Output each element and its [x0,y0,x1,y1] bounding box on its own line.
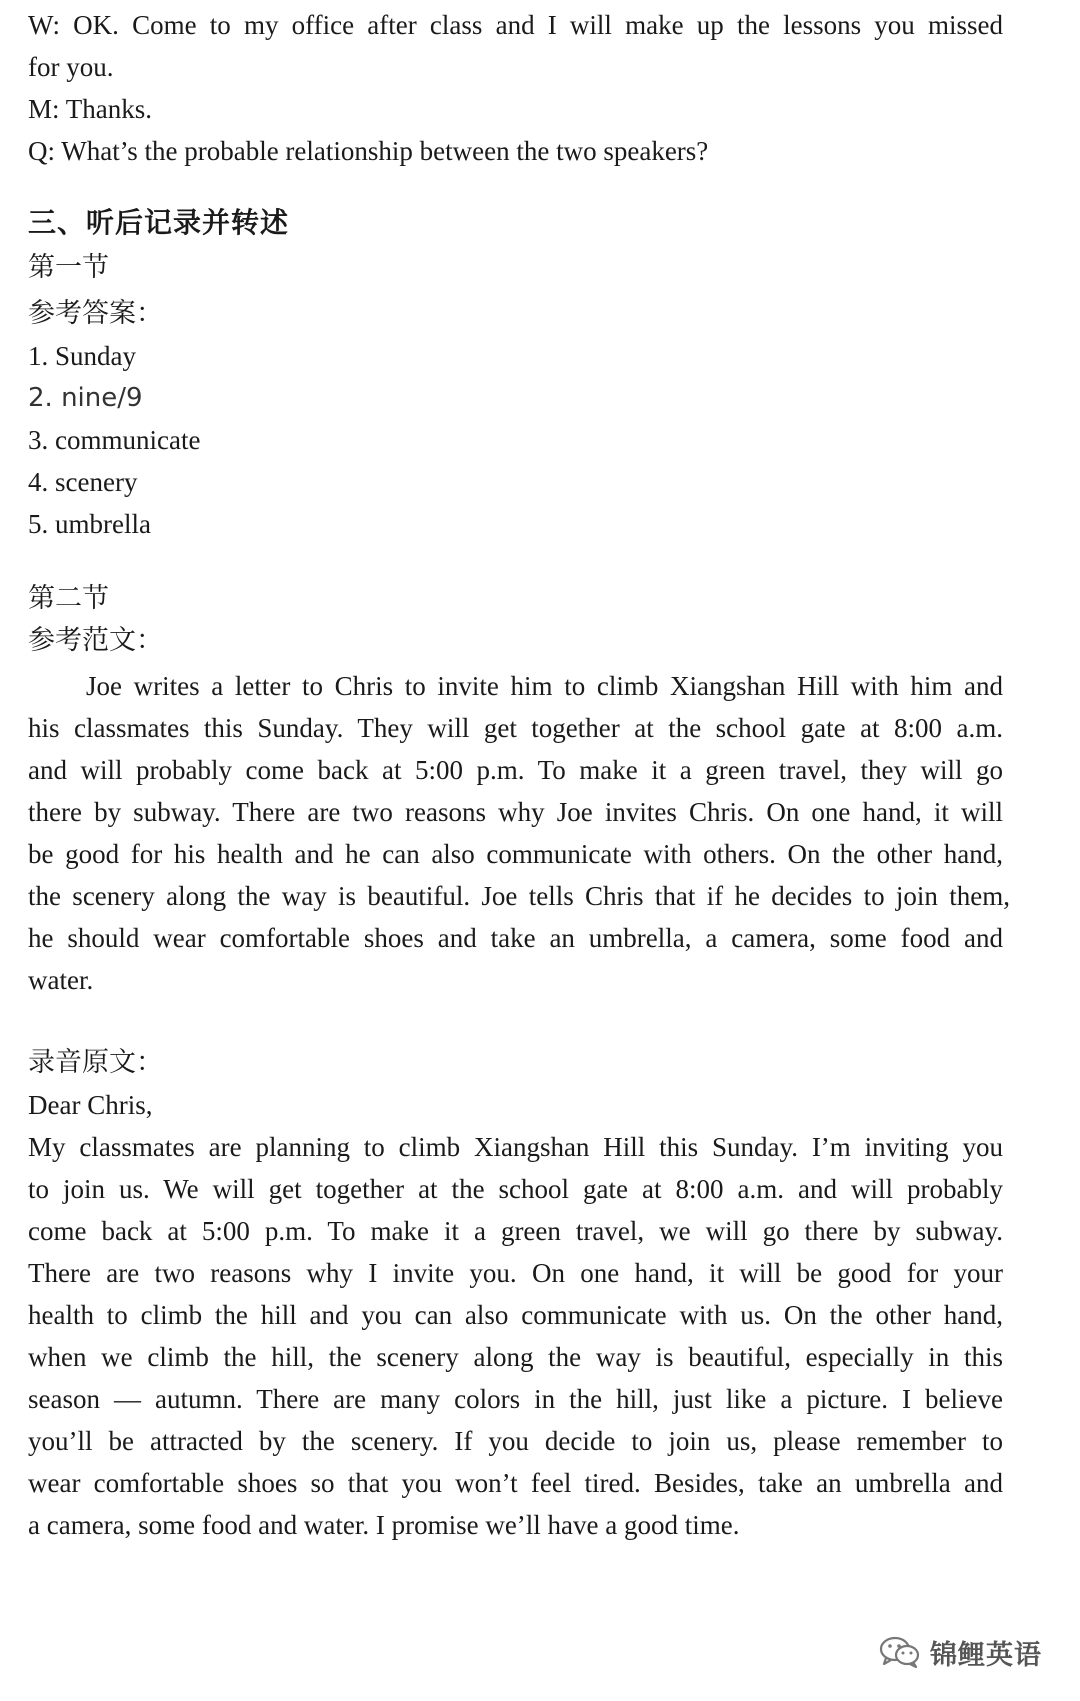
sample-line: water. [28,965,94,995]
part1-title: 第一节 [28,252,109,282]
part2-title: 第二节 [28,583,109,613]
sample-line: be good for his health and he can also communicate with others. On the other hand, [28,839,1003,869]
transcript-line: My classmates are planning to climb Xiangshan Hill this Sunday. I’m inviting you [28,1132,1003,1162]
sample-line: his classmates this Sunday. They will get together at the school gate at 8:00 a.m. [28,713,1003,743]
transcript-line: There are two reasons why I invite you. On one hand, it will be good for your [28,1258,1003,1288]
transcript-line: season — autumn. There are many colors in the hill, just like a picture. I believe [28,1384,1003,1414]
dialogue-question: Q: What’s the probable relationship between the two speakers? [28,136,709,166]
answer-item: 4. scenery [28,467,138,497]
wechat-icon [878,1635,922,1669]
dialogue-m-line: M: Thanks. [28,94,153,124]
sample-line: the scenery along the way is beautiful. Joe tells Chris that if he decides to join them, [28,881,1010,911]
watermark-text: 锦鲤英语 [930,1639,1042,1671]
dialogue-w-line-2: for you. [28,52,114,82]
transcript-line: when we climb the hill, the scenery along the way is beautiful, especially in this [28,1342,1003,1372]
sample-line: there by subway. There are two reasons why Joe invites Chris. On one hand, it will [28,797,1003,827]
letter-greeting: Dear Chris, [28,1090,153,1120]
sample-line: and will probably come back at 5:00 p.m. To make it a green travel, they will go [28,755,1003,785]
transcript-line: you’ll be attracted by the scenery. If you decide to join us, please remember to [28,1426,1003,1456]
watermark [878,1632,1042,1672]
transcript-line: a camera, some food and water. I promise we’ll have a good time. [28,1510,740,1540]
part2-sample-label: 参考范文： [28,625,163,655]
transcript-line: wear comfortable shoes so that you won’t feel tired. Besides, take an umbrella and [28,1468,1003,1498]
answer-item: 2. nine/9 [28,383,143,413]
transcript-label: 录音原文： [28,1047,163,1077]
dialogue-w-line-1: W: OK. Come to my office after class and I will make up the lessons you missed [28,10,1003,40]
part1-answer-label: 参考答案： [28,298,163,328]
transcript-line: come back at 5:00 p.m. To make it a green travel, we will go there by subway. [28,1216,1003,1246]
transcript-line: health to climb the hill and you can also communicate with us. On the other hand, [28,1300,1003,1330]
answer-item: 1. Sunday [28,341,136,371]
section-heading: 三、听后记录并转述 [28,208,290,239]
answer-item: 5. umbrella [28,509,151,539]
sample-line: he should wear comfortable shoes and take an umbrella, a camera, some food and [28,923,1003,953]
transcript-line: to join us. We will get together at the school gate at 8:00 a.m. and will probably [28,1174,1003,1204]
answer-item: 3. communicate [28,425,201,455]
sample-line: Joe writes a letter to Chris to invite him to climb Xiangshan Hill with him and [86,671,1003,701]
